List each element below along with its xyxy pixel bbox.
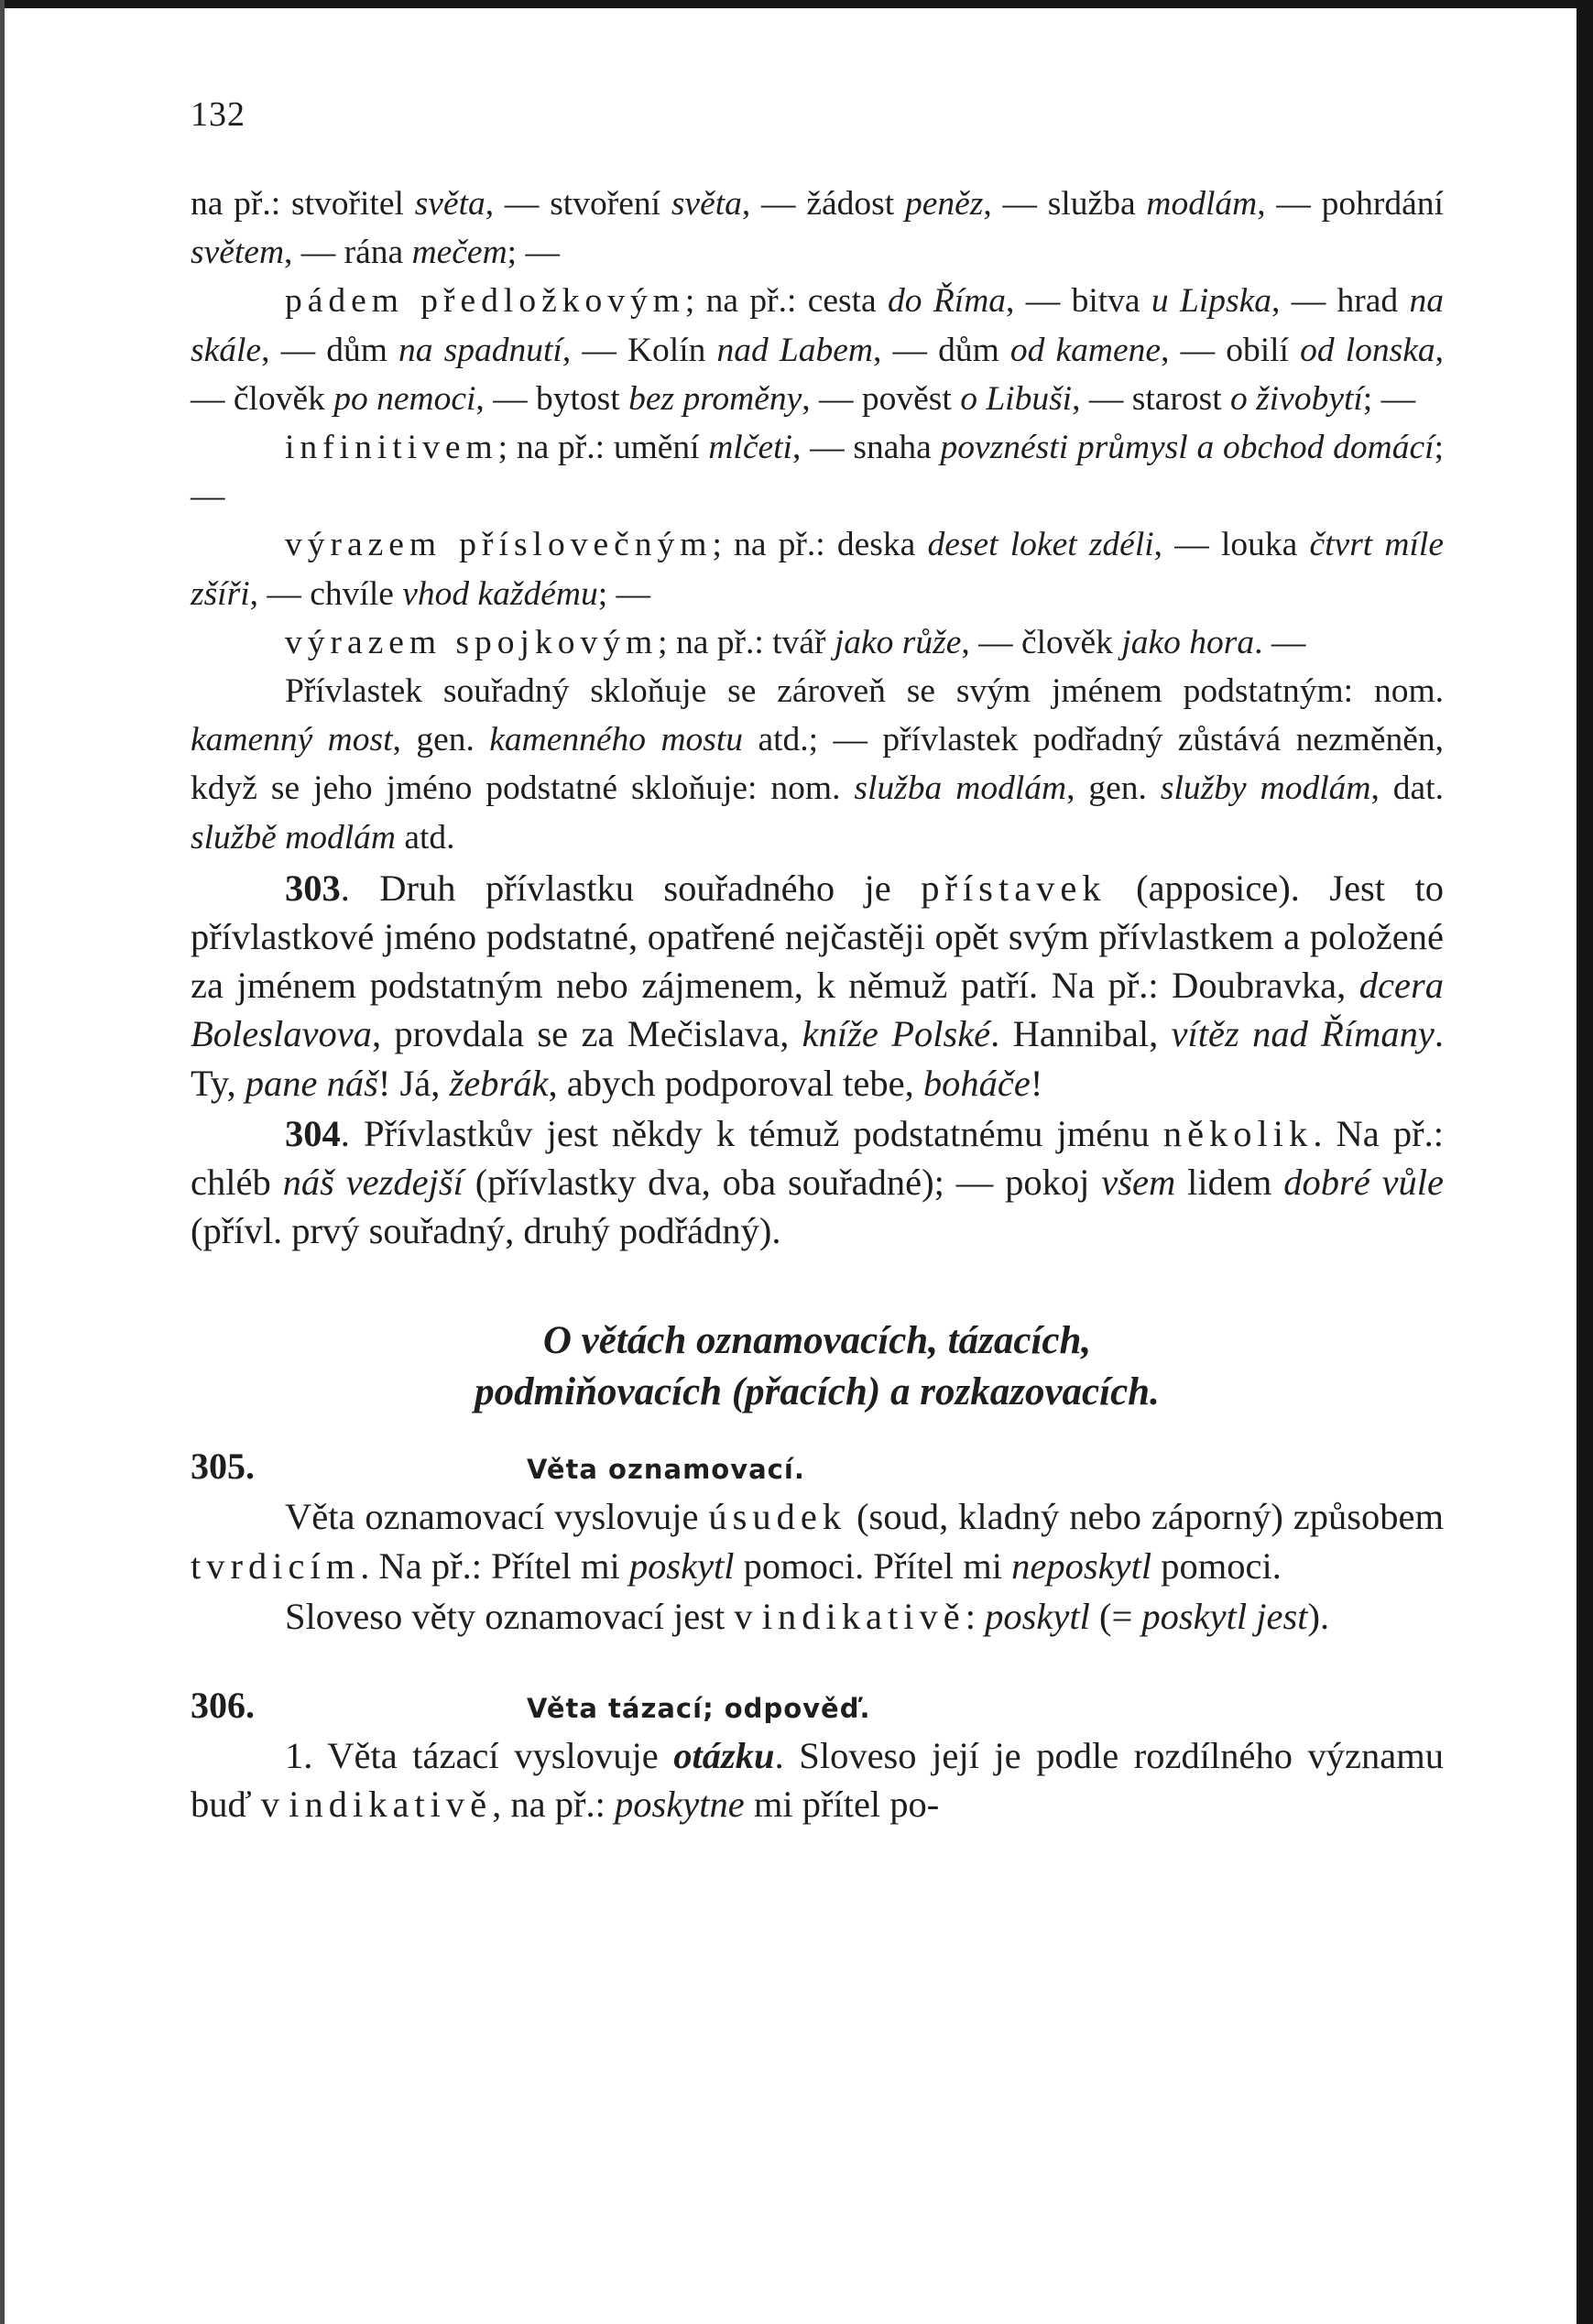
section-heading-line: O větách oznamovacích, tázacích, <box>542 1319 1092 1363</box>
subsection-number: 306. <box>191 1685 255 1727</box>
page-body <box>191 180 1444 1828</box>
paragraph: infinitivem; na př.: umění mlčeti, — snaha povznésti průmysl a obchod domácí; — <box>191 429 1444 516</box>
page-number: 132 <box>191 95 245 134</box>
subsection-title: Věta oznamovací. <box>527 1454 805 1486</box>
paragraph: na př.: stvořitel světa, — stvoření světa, — žádost peněz, — služba modlám, — pohrdání světem, — rána mečem; — <box>191 185 1444 272</box>
paragraph-303: 303. Druh přívlastku souřadného je přístavek (apposice). Jest to přívlastkové jméno podstatné, opatřené nejčastěji opět svým přívlastkem a položené za jménem podstatným nebo zájmenem, k němuž patří. Na př.: Doubravka, dcera Boleslavova, provdala se za Mečislava, kníže Polské. Hannibal, vítěz nad Římany. Ty, pane náš! Já, žebrák, abych podporoval tebe, boháče! <box>191 867 1444 1104</box>
scan-border-top <box>0 0 1593 8</box>
subsection-306 <box>191 1681 1444 1729</box>
paragraph: 1. Věta tázací vyslovuje otázku. Sloveso její je podle rozdílného významu buď v indikativě, na př.: poskytne mi přítel po- <box>191 1735 1444 1826</box>
paragraph: Přívlastek souřadný skloňuje se zároveň se svým jménem podstatným: nom. kamenný most, gen. kamenného mostu atd.; — přívlastek podřadný zůstává nezměněn, když se jeho jméno podstatné skloňuje: nom. služba modlám, gen. služby modlám, dat. službě modlám atd. <box>191 672 1444 856</box>
scan-border-right <box>1577 0 1593 2324</box>
subsection-number: 305. <box>191 1446 255 1488</box>
section-heading <box>191 1315 1444 1418</box>
section-heading-line: podmiňovacích (přacích) a rozkazovacích. <box>475 1370 1160 1414</box>
scan-border-left <box>0 0 5 2324</box>
paragraph: Věta oznamovací vyslovuje úsudek (soud, kladný nebo záporný) způsobem tvrdicím. Na př.: Přítel mi poskytl pomoci. Přítel mi neposkytl pomoci. <box>191 1496 1444 1587</box>
subsection-title: Věta tázací; odpověď. <box>527 1693 871 1725</box>
paragraph: výrazem spojkovým; na př.: tvář jako růže, — člověk jako hora. — <box>285 623 1306 661</box>
paragraph-304: 304. Přívlastkův jest někdy k témuž podstatnému jménu několik. Na př.: chléb náš vezdejší (přívlastky dva, oba souřadné); — pokoj všem lidem dobré vůle (přívl. prvý souřadný, druhý podřádný). <box>191 1112 1445 1252</box>
paragraph: pádem předložkovým; na př.: cesta do Říma, — bitva u Lipska, — hrad na skále, — dům na spadnutí, — Kolín nad Labem, — dům od kamene, — obilí od lonska, — člověk po nemoci, — bytost bez proměny, — pověst o Libuši, — starost o živobytí; — <box>191 282 1445 418</box>
paragraph: Sloveso věty oznamovací jest v indikativě: poskytl (= poskytl jest). <box>285 1595 1330 1637</box>
subsection-305 <box>191 1442 1444 1490</box>
paragraph: výrazem příslovečným; na př.: deska deset loket zdéli, — louka čtvrt míle zšíři, — chvíle vhod každému; — <box>191 526 1444 613</box>
